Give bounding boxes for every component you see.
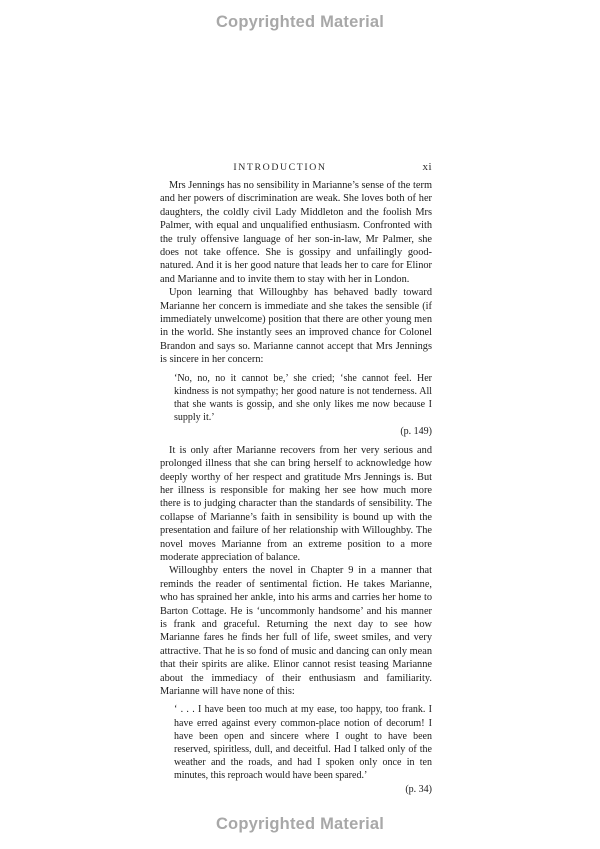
paragraph-willoughby-enters: Willoughby enters the novel in Chapter 9 in a manner that reminds the reader of sentimental fiction. He takes Marianne, who has sprained her ankle, into his arms and carries her home to Barton Cottage. He is ‘uncommonly handsome’ and his manner is frank and graceful. Returning the next day to see how Marianne fares he finds her full of life, sweet smiles, and very attractive. That he is so fond of music and dancing can only mean that their spirits are alike. Elinor cannot resist teasing Marianne about the immediacy of their enthusiasm and familiarity. Marianne will have none of this:: [160, 565, 432, 698]
block-quote-marianne-cried: [174, 372, 432, 438]
running-head-title: INTRODUCTION: [233, 162, 327, 173]
body-text: [160, 179, 432, 802]
copyright-watermark-top: Copyrighted Material: [215, 13, 385, 31]
running-head: [160, 162, 432, 178]
paragraph-willoughby-behaviour: Upon learning that Willoughby has behaved badly toward Marianne her concern is immediate and she takes the sensible (if immediately unwelcome) position that there are other young men in the world. She instantly sees an improved chance for Colonel Brandon and says so. Marianne cannot accept that Mrs Jennings is sincere in her concern:: [160, 287, 432, 366]
paragraph-mrs-jennings: Mrs Jennings has no sensibility in Marianne’s sense of the term and her powers of discrimination are weak. She loves both of her daughters, the coldly civil Lady Middleton and the foolish Mrs Palmer, with equal and unqualified enthusiasm. Confronted with the truly offensive language of her son-in-law, Mr Palmer, she does not take offence. She is gossipy and unfailingly good-natured. And it is her good nature that leads her to care for Elinor and Marianne and to invite them to stay with her in London.: [160, 180, 432, 285]
paragraph-marianne-illness: It is only after Marianne recovers from her very serious and prolonged illness that she can bring herself to acknowledge how deeply worthy of her respect and gratitude Mrs Jennings is. But her illness is responsible for making her see how much more there is to judging character than the standards of sensibility. The collapse of Marianne’s faith in sensibility is bound up with the presentation and failure of her relationship with Willoughby. The novel moves Marianne from an extreme position to a more moderate appreciation of balance.: [160, 444, 432, 563]
quote-citation: (p. 34): [405, 783, 432, 795]
block-quote-marianne-decorum: [174, 703, 432, 795]
quote-text: ‘ . . . I have been too much at my ease, too happy, too frank. I have erred against every common-place notion of decorum! I have been open and sincere where I ought to have been reserved, spiritless, dull, and deceitful. Had I talked only of the weather and the roads, and had I spoken only once in ten minutes, this reproach would have been spared.’: [174, 704, 432, 782]
quote-citation: (p. 149): [400, 425, 432, 437]
quote-text: ‘No, no, no it cannot be,’ she cried; ‘she cannot feel. Her kindness is not sympathy; her good nature is not tenderness. All that she wants is gossip, and she only likes me now because I supply it.’: [174, 372, 432, 424]
copyright-watermark-bottom: Copyrighted Material: [215, 815, 385, 833]
page-number: xi: [422, 161, 432, 173]
